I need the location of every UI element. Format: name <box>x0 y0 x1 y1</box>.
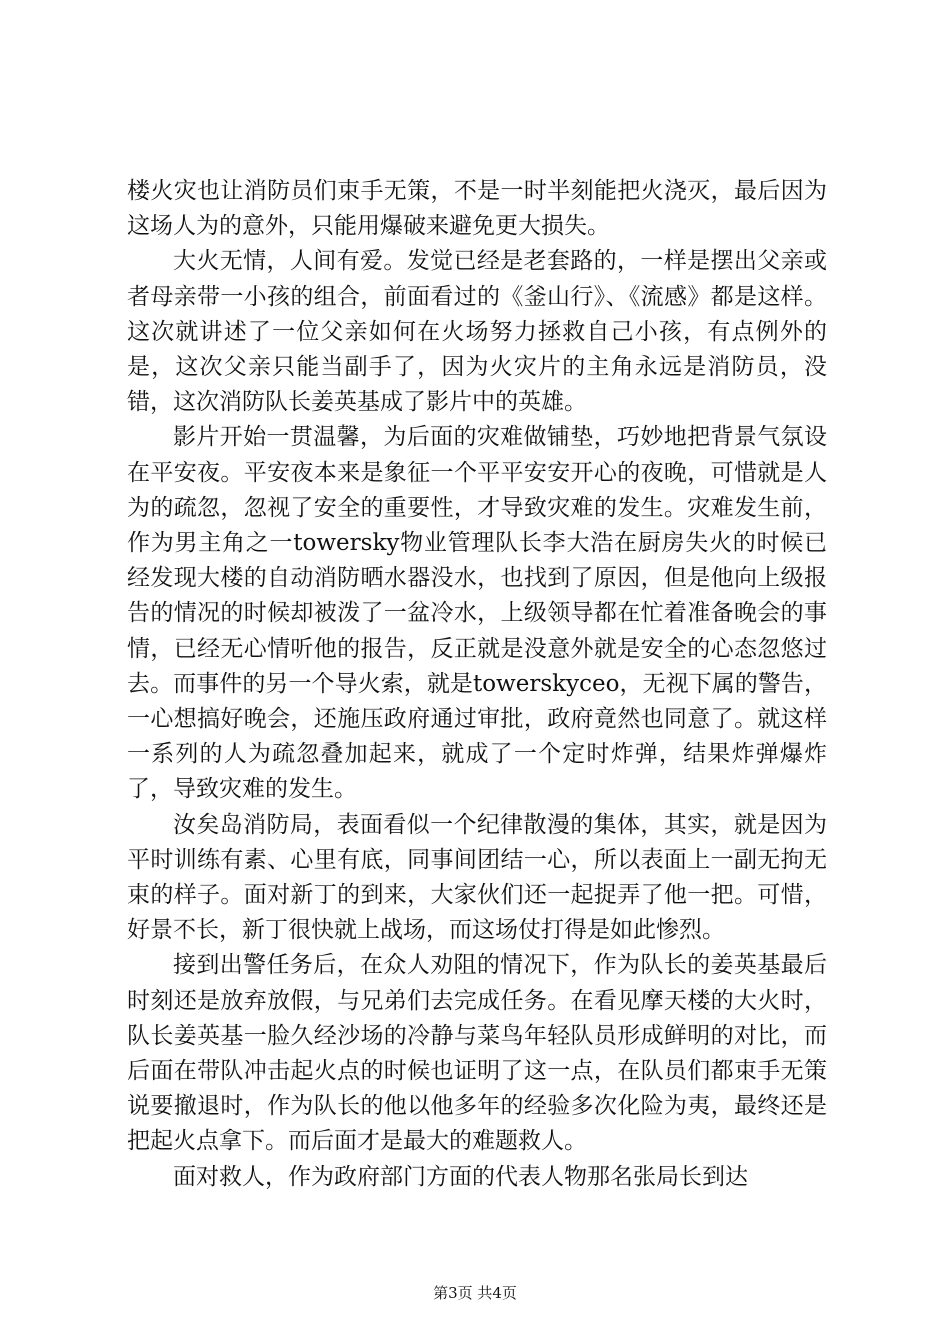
paragraph: 面对救人，作为政府部门方面的代表人物那名张局长到达 <box>173 1163 748 1190</box>
paragraph: 汝矣岛消防局，表面看似一个纪律散漫的集体，其实，就是因为平时训练有素、心里有底，同事间团结一心，所以表面上一副无拘无束的样子。面对新丁的到来，大家伙们还一起捉弄了他一把。可惜，好景不长，新丁很快就上战场，而这场仗打得是如此惨烈。 <box>127 811 827 944</box>
paragraph: 大火无情，人间有爱。发觉已经是老套路的，一样是摆出父亲或者母亲带一小孩的组合，前面看过的《釜山行》、《流感》都是这样。这次就讲述了一位父亲如何在火场努力拯救自己小孩，有点例外的是，这次父亲只能当副手了，因为火灾片的主角永远是消防员，没错，这次消防队长姜英基成了影片中的英雄。 <box>127 248 827 416</box>
paragraph: 影片开始一贯温馨，为后面的灾难做铺垫，巧妙地把背景气氛设在平安夜。平安夜本来是象征一个平平安安开心的夜晚，可惜就是人为的疏忽，忽视了安全的重要性，才导致灾难的发生。灾难发生前，作为男主角之一towersky物业管理队长李大浩在厨房失火的时候已经发现大楼的自动消防晒水器没水，也找到了原因，但是他向上级报告的情况的时候却被泼了一盆冷水，上级领导都在忙着准备晚会的事情，已经无心情听他的报告，反正就是没意外就是安全的心态忽悠过去。而事件的另一个导火索，就是towerskyceo，无视下属的警告，一心想搞好晚会，还施压政府通过审批，政府竟然也同意了。就这样一系列的人为疏忽叠加起来，就成了一个定时炸弹，结果炸弹爆炸了，导致灾难的发生。 <box>127 424 827 803</box>
paragraph-continued: 楼火灾也让消防员们束手无策，不是一时半刻能把火浇灭，最后因为这场人为的意外，只能用爆破来避免更大损失。 <box>127 178 827 240</box>
page-number-footer: 第3页 共4页 <box>433 1284 517 1302</box>
paragraph: 接到出警任务后，在众人劝阻的情况下，作为队长的姜英基最后时刻还是放弃放假，与兄弟们去完成任务。在看见摩天楼的大火时，队长姜英基一脸久经沙场的冷静与菜鸟年轻队员形成鲜明的对比，而后面在带队冲击起火点的时候也证明了这一点，在队员们都束手无策说要撤退时，作为队长的他以他多年的经验多次化险为夷，最终还是把起火点拿下。而后面才是最大的难题救人。 <box>127 952 827 1155</box>
document-body <box>127 174 827 1195</box>
